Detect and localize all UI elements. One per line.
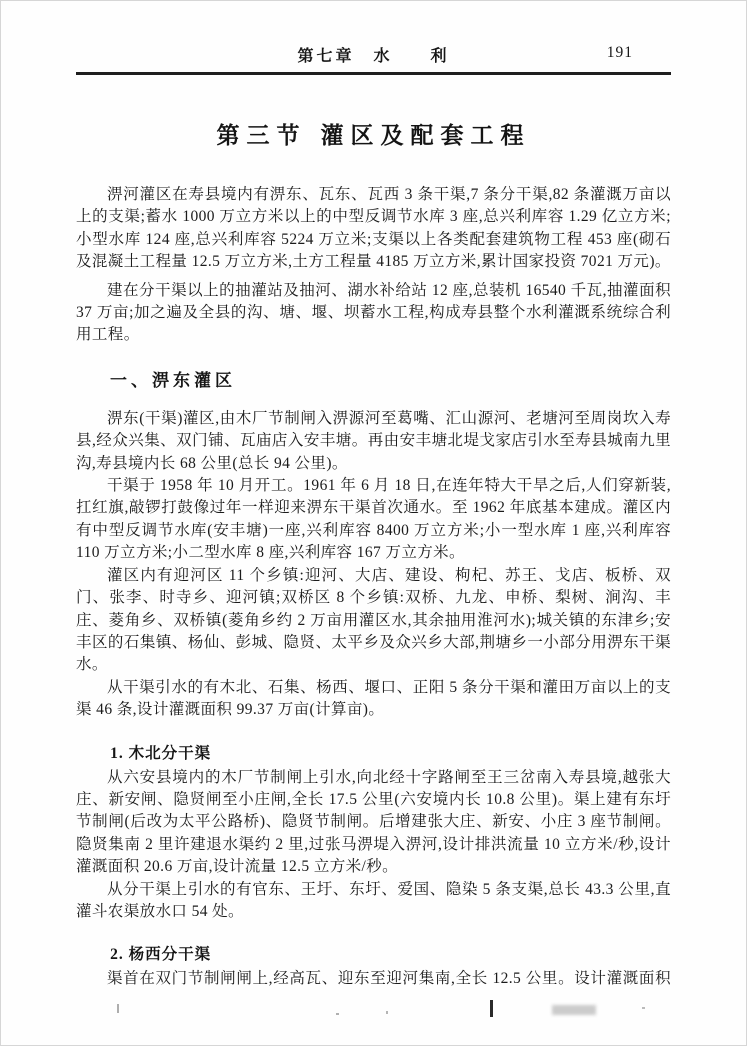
body-paragraph: 淠东(干渠)灌区,由木厂节制闸入淠源河至葛嘴、汇山源河、老塘河至周岗坎入寿县,经众兴集、双门铺、瓦庙店入安丰塘。再由安丰塘北堤戈家店引水至寿县城南九里沟,寿县境内长 68 公里(总长 94 公里)。: [76, 409, 671, 472]
subsection-title: 一、淠东灌区: [110, 370, 236, 390]
section-title-number: 第三节: [216, 123, 307, 148]
body-paragraph: 灌区内有迎河区 11 个乡镇:迎河、大店、建设、枸杞、苏王、戈店、板桥、双门、张李、时寺乡、迎河镇;双桥区 8 个乡镇:双桥、九龙、申桥、梨树、涧沟、丰庄、菱角乡、双桥镇(菱角乡约 2 万亩用灌区水,其余抽用淮河水);城关镇的东津乡;安丰区的石集镇、杨仙、彭城、隐贤、太平乡及众兴乡大部,荆塘乡一小部分用淠东干渠水。: [76, 566, 671, 674]
scan-artifact: [117, 1004, 119, 1013]
running-header: [76, 43, 671, 65]
branch-title: 2. 杨西分干渠: [110, 946, 212, 964]
section-title: [76, 121, 671, 151]
page-number: 191: [606, 44, 633, 61]
branch-title: 1. 木北分干渠: [110, 744, 212, 762]
body-paragraph: 淠河灌区在寿县境内有淠东、瓦东、瓦西 3 条干渠,7 条分干渠,82 条灌溉万亩以上的支渠;蓄水 1000 万立方米以上的中型反调节水库 3 座,总兴利库容 1.29 亿立方米;小型水库 124 座,总兴利库容 5224 万立米;支渠以上各类配套建筑物工程 453 座(砌石及混凝土工程量 12.5 万立方米,土方工程量 4185 万立方米,累计国家投资 7021 万元)。: [76, 186, 671, 271]
scan-artifact: [490, 1000, 493, 1017]
header-rule: [76, 72, 671, 75]
body-paragraph: 从干渠引水的有木北、石集、杨西、堰口、正阳 5 条分干渠和灌田万亩以上的支渠 46 条,设计灌溉面积 99.37 万亩(计算亩)。: [76, 678, 671, 719]
scan-artifact: [642, 1007, 645, 1009]
scan-artifact: [552, 1005, 596, 1015]
scan-artifact: [336, 1013, 339, 1015]
section-title-text: 灌区及配套工程: [320, 123, 531, 148]
body-paragraph: 建在分干渠以上的抽灌站及抽河、湖水补给站 12 座,总装机 16540 千瓦,抽灌面积 37 万亩;加之遍及全县的沟、塘、堰、坝蓄水工程,构成寿县整个水利灌溉系统综合利用工程。: [76, 281, 671, 344]
body-text-block: [76, 184, 671, 991]
body-paragraph: 干渠于 1958 年 10 月开工。1961 年 6 月 18 日,在连年特大干旱之后,人们穿新装,扛红旗,敲锣打鼓像过年一样迎来淠东干渠首次通水。至 1962 年底基本建成。灌区内有中型反调节水库(安丰塘)一座,兴利库容 8400 万立方米;小一型水库 1 座,兴利库容 110 万立方米;小二型水库 8 座,兴利库容 167 万立方米。: [76, 477, 671, 562]
chapter-title: 第七章 水 利: [297, 48, 450, 65]
body-paragraph: 从分干渠上引水的有官东、王圩、东圩、爱国、隐染 5 条支渠,总长 43.3 公里,直灌斗农渠放水口 54 处。: [76, 880, 671, 920]
scan-artifact: [386, 1011, 388, 1014]
body-paragraph: 从六安县境内的木厂节制闸上引水,向北经十字路闸至王三岔南入寿县境,越张大庄、新安闸、隐贤闸至小庄闸,全长 17.5 公里(六安境内长 10.8 公里)。渠上建有东圩节制闸(后改为太平公路桥)、隐贤节制闸。后增建张大庄、新安、小庄 3 座节制闸。隐贤集南 2 里许建退水渠约 2 里,过张马淠堤入淠河,设计排洪流量 10 立方米/秒,设计灌溉面积 20.6 万亩,设计流量 12.5 立方米/秒。: [76, 768, 671, 876]
body-paragraph: 渠首在双门节制闸闸上,经高瓦、迎东至迎河集南,全长 12.5 公里。设计灌溉面积: [107, 970, 671, 988]
